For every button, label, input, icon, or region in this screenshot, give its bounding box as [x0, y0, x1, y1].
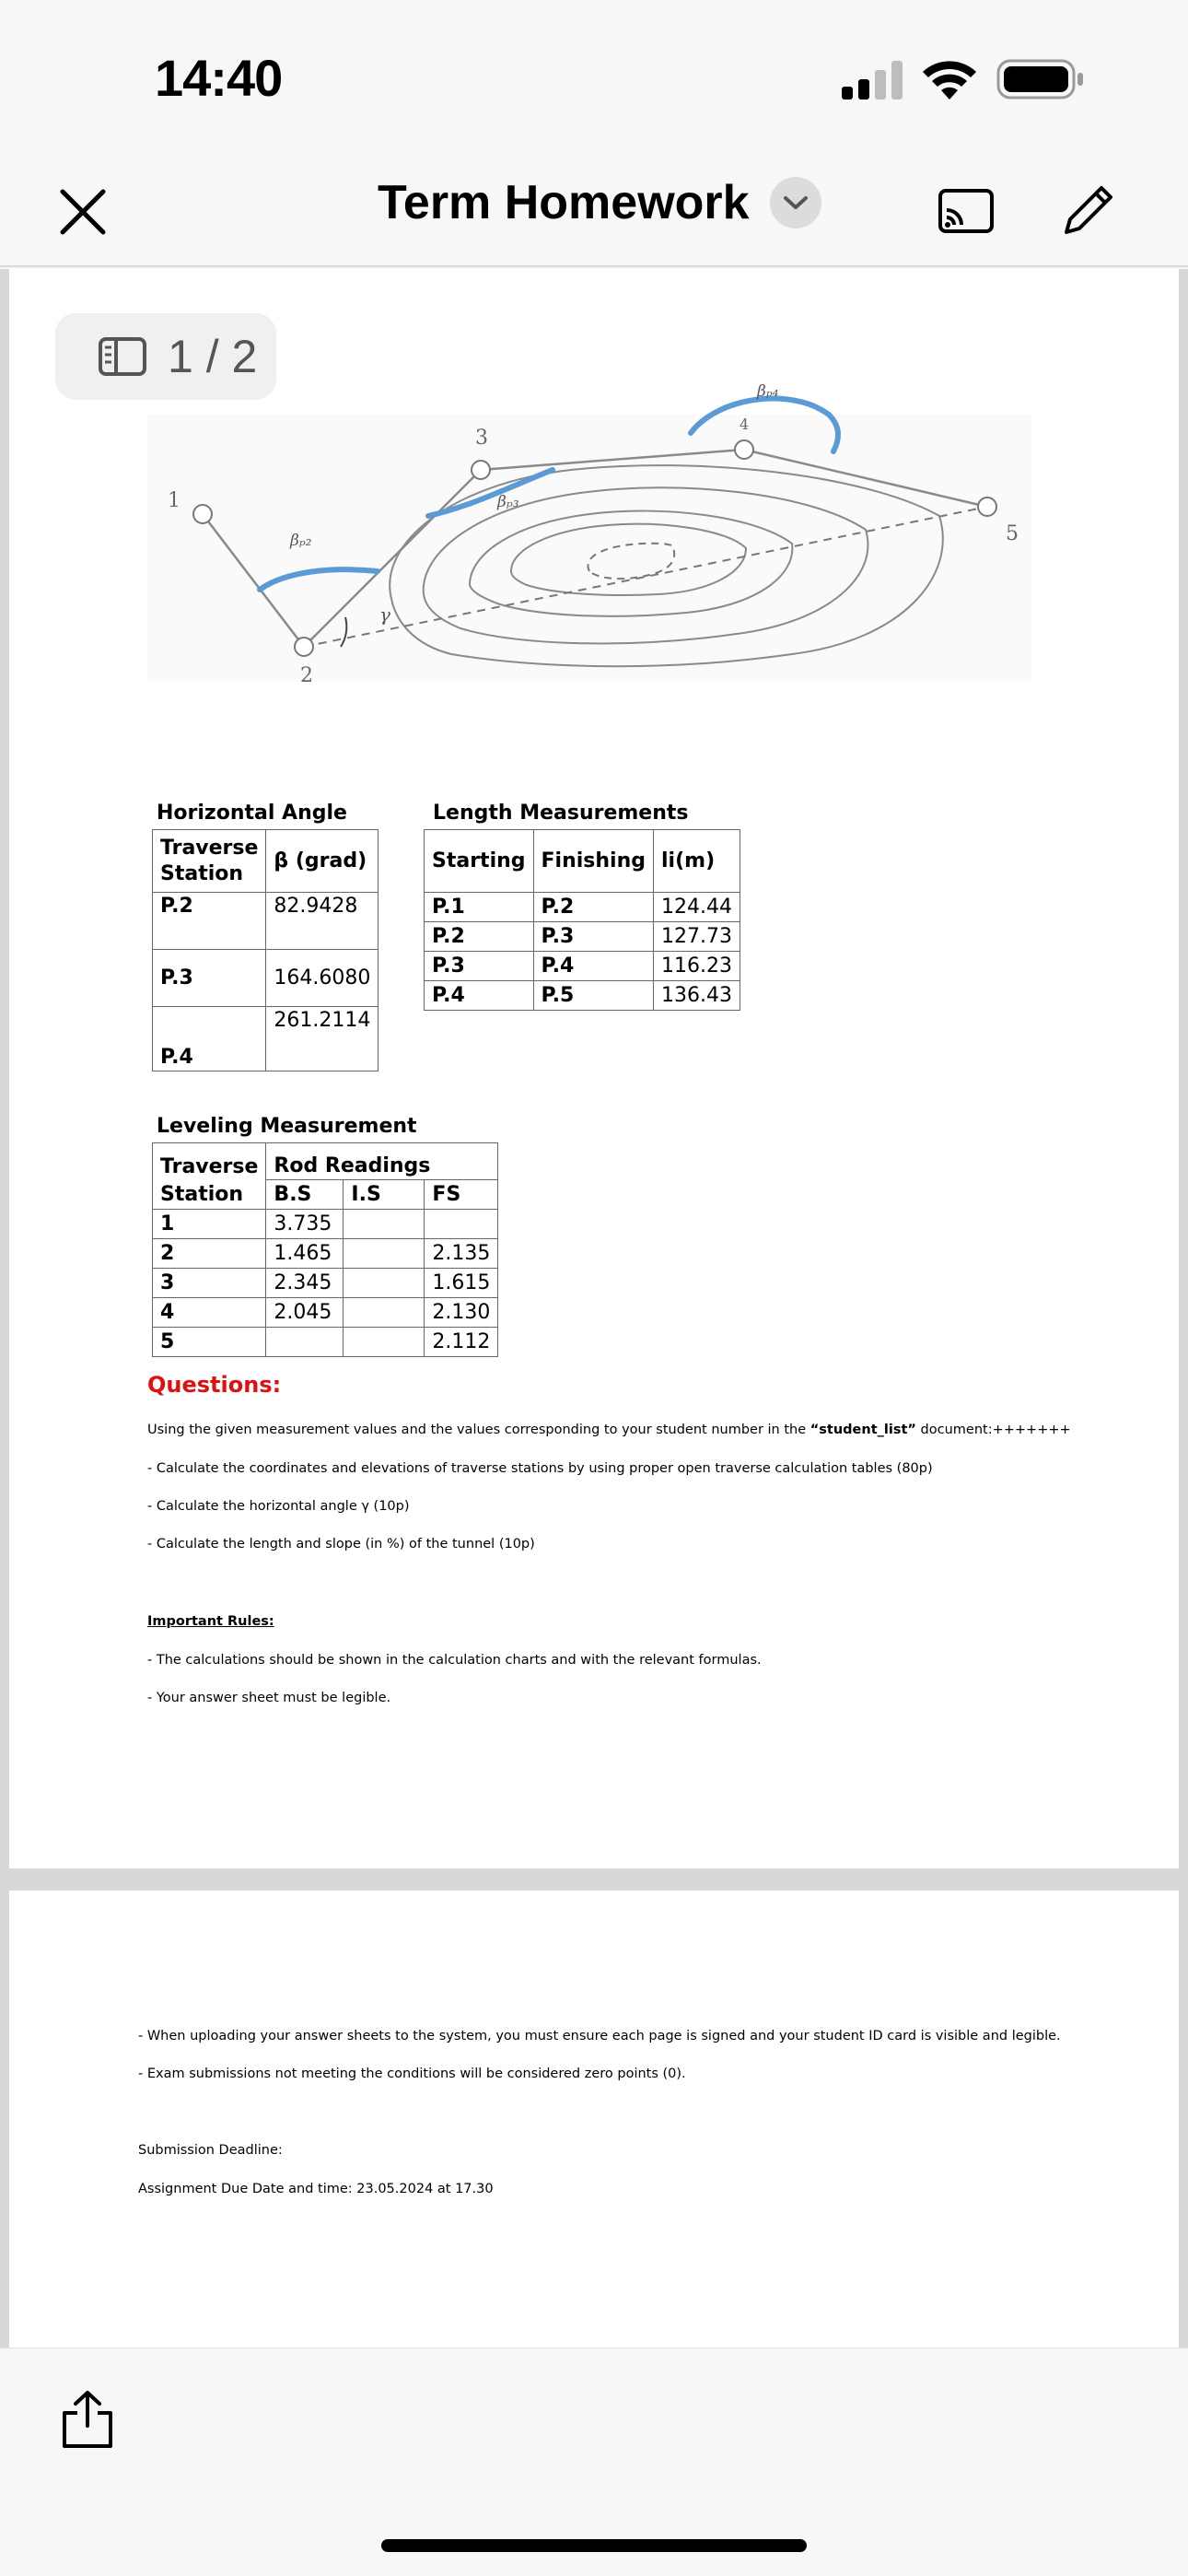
status-bar: [0, 0, 1188, 147]
battery-icon: [996, 59, 1085, 100]
zero-points-rule: - Exam submissions not meeting the conditions will be considered zero points (0).: [138, 2067, 686, 2081]
horizontal-angle-table: [152, 829, 379, 1071]
home-indicator[interactable]: [381, 2539, 807, 2552]
title-chevron-button[interactable]: [770, 177, 821, 228]
station-cell: 2: [153, 1239, 266, 1269]
table-row: [425, 893, 740, 922]
station-5-marker: [978, 498, 996, 516]
questions-intro-suffix: document:+++++++: [915, 1423, 1071, 1437]
length-measurements-table: [424, 829, 740, 1011]
question-item: - Calculate the length and slope (in %) of the tunnel (10p): [147, 1537, 535, 1551]
station-2-label: 2: [300, 664, 313, 687]
horizontal-angle-caption: Horizontal Angle: [157, 802, 347, 825]
header-starting: Starting: [425, 830, 534, 893]
station-cell: P.4: [153, 1007, 266, 1071]
table-subheader-row: [153, 1180, 498, 1210]
table-row: [425, 922, 740, 952]
station-4-label: 4: [740, 416, 750, 433]
table-header-row: [153, 1143, 498, 1180]
station-1-label: 1: [168, 489, 181, 512]
document-viewer[interactable]: [0, 269, 1188, 2348]
finish-cell: P.2: [533, 893, 653, 922]
student-list-ref: “student_list”: [809, 1423, 916, 1437]
station-cell: 1: [153, 1210, 266, 1239]
cast-icon[interactable]: [938, 188, 995, 236]
markup-pencil-icon[interactable]: [1059, 181, 1118, 240]
length-cell: 124.44: [654, 893, 740, 922]
cellular-signal-icon: [840, 61, 906, 101]
sidebar-thumbnails-icon: [98, 336, 147, 377]
finish-cell: P.4: [533, 952, 653, 981]
rules-heading: Important Rules:: [147, 1614, 274, 1629]
table-row: [153, 1210, 498, 1239]
start-cell: P.2: [425, 922, 534, 952]
start-cell: P.4: [425, 981, 534, 1011]
bs-cell: 2.345: [266, 1269, 344, 1298]
deadline-label: Submission Deadline:: [138, 2143, 283, 2158]
table-row: [153, 950, 379, 1007]
header-traverse: Traverse: [153, 1143, 266, 1180]
fs-cell: 1.615: [425, 1269, 498, 1298]
wifi-icon: [921, 57, 978, 101]
header-fs: FS: [425, 1180, 498, 1210]
fs-cell: [425, 1210, 498, 1239]
deadline-value: Assignment Due Date and time: 23.05.2024 at 17.30: [138, 2182, 494, 2196]
angle-label-p3: βₚ₃: [497, 493, 519, 511]
question-item: - Calculate the horizontal angle γ (10p): [147, 1499, 410, 1514]
station-4-marker: [735, 440, 753, 459]
bs-cell: 1.465: [266, 1239, 344, 1269]
fs-cell: 2.135: [425, 1239, 498, 1269]
is-cell: [344, 1328, 425, 1357]
upload-rule: - When uploading your answer sheets to the system, you must ensure each page is signed and your student ID card is visible and legible.: [138, 2029, 1061, 2043]
questions-heading: Questions:: [147, 1372, 282, 1398]
page-indicator[interactable]: [55, 313, 276, 400]
header-length: li(m): [654, 830, 740, 893]
angle-label-p4: βₚ₄: [757, 382, 779, 401]
station-cell: P.2: [153, 893, 266, 950]
leveling-caption: Leveling Measurement: [157, 1115, 417, 1138]
questions-intro-text: Using the given measurement values and the values corresponding to your student number in the: [147, 1423, 810, 1437]
length-cell: 116.23: [654, 952, 740, 981]
fs-cell: 2.112: [425, 1328, 498, 1357]
document-page-1: [9, 269, 1179, 1868]
title-menu[interactable]: [378, 175, 821, 230]
station-3-marker: [472, 461, 490, 479]
leveling-table: [152, 1142, 498, 1357]
table-row: [153, 1269, 498, 1298]
document-page-2: [9, 1891, 1179, 2348]
station-2-marker: [295, 638, 313, 656]
is-cell: [344, 1239, 425, 1269]
length-cell: 136.43: [654, 981, 740, 1011]
table-row: [153, 1239, 498, 1269]
status-time: 14:40: [155, 49, 283, 107]
angle-value-cell: 82.9428: [266, 893, 379, 950]
station-cell: P.3: [153, 950, 266, 1007]
angle-value-cell: 164.6080: [266, 950, 379, 1007]
station-cell: 4: [153, 1298, 266, 1328]
document-title: Term Homework: [378, 176, 750, 229]
table-header-row: [425, 830, 740, 893]
table-row: [425, 952, 740, 981]
angle-label-gamma: γ: [379, 603, 390, 626]
table-header-row: [153, 830, 379, 893]
header-is: I.S: [344, 1180, 425, 1210]
station-3-label: 3: [475, 427, 488, 450]
header-finishing: Finishing: [533, 830, 653, 893]
nav-bar: [0, 147, 1188, 267]
rule-item: - The calculations should be shown in the calculation charts and with the relevant formulas.: [147, 1653, 762, 1668]
angle-label-p2: βₚ₂: [290, 532, 312, 550]
table-row: [153, 1007, 379, 1071]
traverse-diagram: [147, 378, 1041, 691]
table-row: [425, 981, 740, 1011]
question-item: - Calculate the coordinates and elevations of traverse stations by using proper open traverse calculation tables (80p): [147, 1461, 933, 1476]
chevron-down-icon: [783, 194, 809, 211]
share-icon[interactable]: [59, 2389, 116, 2450]
header-beta: β (grad): [266, 830, 379, 893]
is-cell: [344, 1269, 425, 1298]
fs-cell: 2.130: [425, 1298, 498, 1328]
header-traverse-station: Traverse Station: [153, 830, 266, 893]
close-icon[interactable]: [57, 186, 109, 238]
header-station: Station: [153, 1180, 266, 1210]
table-row: [153, 1298, 498, 1328]
length-cell: 127.73: [654, 922, 740, 952]
table-row: [153, 1328, 498, 1357]
start-cell: P.3: [425, 952, 534, 981]
header-rod-readings: Rod Readings: [266, 1143, 498, 1180]
angle-value-cell: 261.2114: [266, 1007, 379, 1071]
bs-cell: 2.045: [266, 1298, 344, 1328]
is-cell: [344, 1210, 425, 1239]
bs-cell: 3.735: [266, 1210, 344, 1239]
station-cell: 3: [153, 1269, 266, 1298]
table-row: [153, 893, 379, 950]
station-cell: 5: [153, 1328, 266, 1357]
bs-cell: [266, 1328, 344, 1357]
is-cell: [344, 1298, 425, 1328]
length-measurements-caption: Length Measurements: [433, 802, 689, 825]
finish-cell: P.5: [533, 981, 653, 1011]
page-number-text: 1 / 2: [168, 331, 258, 382]
finish-cell: P.3: [533, 922, 653, 952]
header-bs: B.S: [266, 1180, 344, 1210]
station-5-label: 5: [1006, 522, 1019, 545]
rule-item: - Your answer sheet must be legible.: [147, 1691, 391, 1705]
station-1-marker: [193, 505, 212, 523]
start-cell: P.1: [425, 893, 534, 922]
questions-intro: [147, 1423, 1071, 1437]
